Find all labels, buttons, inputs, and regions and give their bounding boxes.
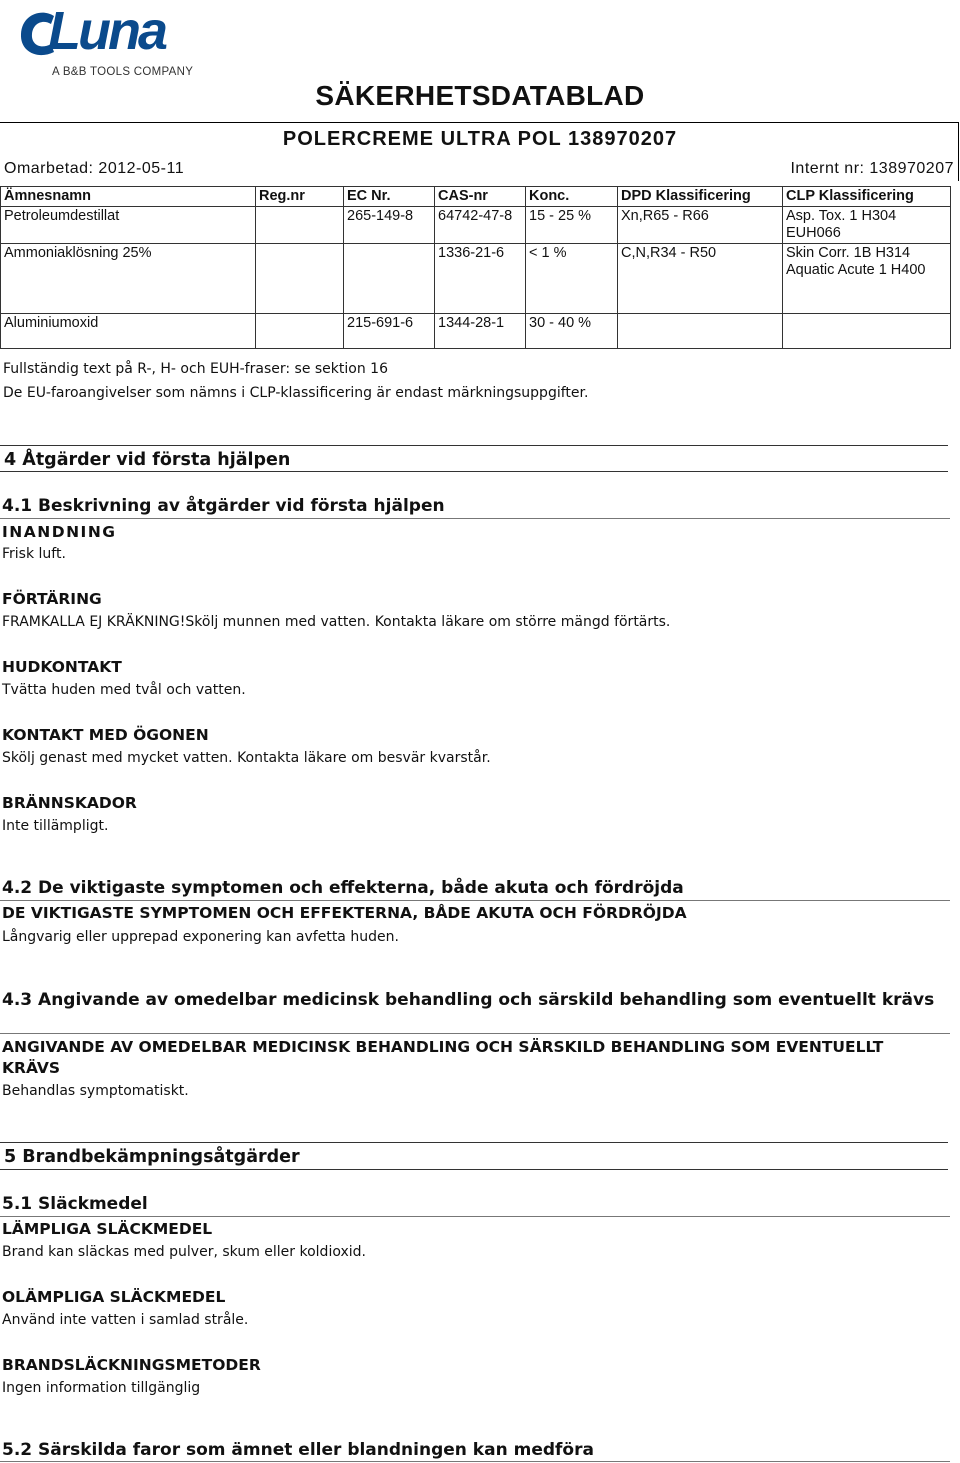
section-divider: [0, 1142, 948, 1143]
table-cell: 15 - 25 %: [526, 207, 618, 244]
symptoms-label: DE VIKTIGASTE SYMPTOMEN OCH EFFEKTERNA, BÅDE AKUTA OCH FÖRDRÖJDA: [2, 904, 687, 922]
subsection-divider: [0, 1461, 950, 1462]
table-cell: Petroleumdestillat: [1, 207, 256, 244]
table-cell: C,N,R34 - R50: [618, 244, 783, 314]
table-cell: [256, 314, 344, 349]
table-row: [1, 314, 951, 349]
firefighting-methods-label: BRANDSLÄCKNINGSMETODER: [2, 1356, 261, 1374]
suitable-media-label: LÄMPLIGA SLÄCKMEDEL: [2, 1220, 213, 1238]
composition-table: [0, 186, 951, 349]
column-header: CLP Klassificering: [783, 187, 951, 207]
table-cell: 30 - 40 %: [526, 314, 618, 349]
table-cell: [344, 244, 435, 314]
table-header-row: [1, 187, 951, 207]
document-title-text: SÄKERHETSDATABLAD: [315, 80, 645, 111]
table-cell: Ammoniaklösning 25%: [1, 244, 256, 314]
column-header: Reg.nr: [256, 187, 344, 207]
subsection-divider: [0, 518, 950, 519]
column-header: Ämnesnamn: [1, 187, 256, 207]
column-header: DPD Klassificering: [618, 187, 783, 207]
inhalation-label: INANDNING: [2, 523, 117, 541]
table-cell: 64742-47-8: [435, 207, 526, 244]
column-header: Konc.: [526, 187, 618, 207]
unsuitable-media-text: Använd inte vatten i samlad stråle.: [2, 1312, 249, 1328]
subsection-4-1-title: 4.1 Beskrivning av åtgärder vid första hjälpen: [2, 496, 445, 516]
ingestion-label: FÖRTÄRING: [2, 590, 102, 608]
table-row: [1, 207, 951, 244]
skin-contact-text: Tvätta huden med tvål och vatten.: [2, 682, 246, 698]
table-cell: [256, 207, 344, 244]
subsection-divider: [0, 1216, 950, 1217]
table-cell: 265-149-8: [344, 207, 435, 244]
unsuitable-media-label: OLÄMPLIGA SLÄCKMEDEL: [2, 1288, 226, 1306]
table-cell: [783, 314, 951, 349]
subsection-divider: [0, 900, 950, 901]
product-name: POLERCREME ULTRA POL 138970207: [282, 128, 678, 150]
section-divider: [0, 1169, 948, 1170]
subsection-5-2-title: 5.2 Särskilda faror som ämnet eller blandningen kan medföra: [2, 1440, 594, 1460]
column-header: EC Nr.: [344, 187, 435, 207]
skin-contact-label: HUDKONTAKT: [2, 658, 122, 676]
table-cell: Asp. Tox. 1 H304 EUH066: [783, 207, 951, 244]
table-row: [1, 244, 951, 314]
revision-date: Omarbetad: 2012-05-11: [4, 160, 185, 177]
logo-word: Luna: [48, 1, 165, 61]
table-cell: 1336-21-6: [435, 244, 526, 314]
subsection-4-2-title: 4.2 De viktigaste symptomen och effekterna, både akuta och fördröjda: [2, 878, 684, 898]
document-title: [0, 80, 960, 112]
section-4-title: 4 Åtgärder vid första hjälpen: [4, 450, 291, 470]
internal-number: Internt nr: 138970207: [790, 160, 954, 177]
ingestion-text: FRAMKALLA EJ KRÄKNING!Skölj munnen med vatten. Kontakta läkare om större mängd förtärts.: [2, 614, 671, 630]
firefighting-methods-text: Ingen information tillgänglig: [2, 1380, 201, 1396]
eu-note: De EU-faroangivelser som nämns i CLP-klassificering är endast märkningsuppgifter.: [3, 385, 589, 401]
eye-contact-label: KONTAKT MED ÖGONEN: [2, 726, 209, 744]
section-5-title: 5 Brandbekämpningsåtgärder: [4, 1147, 300, 1167]
subsection-divider: [0, 1033, 950, 1034]
table-cell: Xn,R65 - R66: [618, 207, 783, 244]
suitable-media-text: Brand kan släckas med pulver, skum eller koldioxid.: [2, 1244, 366, 1260]
column-header: CAS-nr: [435, 187, 526, 207]
table-cell: Skin Corr. 1B H314 Aquatic Acute 1 H400: [783, 244, 951, 314]
company-logo: [18, 1, 218, 84]
table-cell: Aluminiumoxid: [1, 314, 256, 349]
table-cell: 1344-28-1: [435, 314, 526, 349]
symptoms-text: Långvarig eller upprepad exponering kan avfetta huden.: [2, 929, 399, 945]
burns-text: Inte tillämpligt.: [2, 818, 109, 834]
table-cell: < 1 %: [526, 244, 618, 314]
section-divider: [0, 471, 948, 472]
full-text-note: Fullständig text på R-, H- och EUH-fraser: se sektion 16: [3, 361, 388, 377]
subsection-5-1-title: 5.1 Släckmedel: [2, 1194, 148, 1214]
burns-label: BRÄNNSKADOR: [2, 794, 137, 812]
inhalation-text: Frisk luft.: [2, 546, 66, 562]
logo-tagline: A B&B TOOLS COMPANY: [52, 66, 194, 78]
medical-treatment-label: ANGIVANDE AV OMEDELBAR MEDICINSK BEHANDLING OCH SÄRSKILD BEHANDLING SOM EVENTUELLT KRÄVS: [2, 1038, 884, 1077]
table-cell: 215-691-6: [344, 314, 435, 349]
medical-treatment-text: Behandlas symptomatiskt.: [2, 1083, 189, 1099]
eye-contact-text: Skölj genast med mycket vatten. Kontakta läkare om besvär kvarstår.: [2, 750, 491, 766]
section-divider: [0, 445, 948, 446]
table-cell: [256, 244, 344, 314]
table-cell: [618, 314, 783, 349]
subsection-4-3-title: 4.3 Angivande av omedelbar medicinsk behandling och särskild behandling som eventuellt krävs: [2, 990, 935, 1010]
